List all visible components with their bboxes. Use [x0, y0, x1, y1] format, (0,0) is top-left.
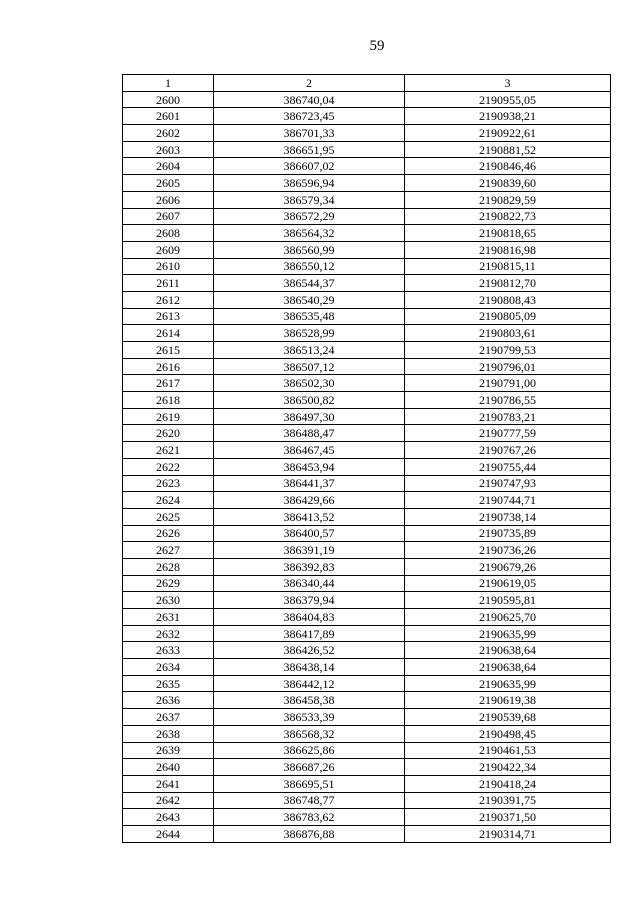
table-cell: 386500,82 — [214, 392, 405, 409]
table-cell: 2605 — [123, 175, 214, 192]
table-cell: 386442,12 — [214, 675, 405, 692]
table-cell: 2620 — [123, 425, 214, 442]
table-row — [123, 809, 611, 826]
table-cell: 2643 — [123, 809, 214, 826]
table-cell: 386502,30 — [214, 375, 405, 392]
table-cell: 386783,62 — [214, 809, 405, 826]
column-header: 1 — [123, 75, 214, 92]
table-row — [123, 258, 611, 275]
page-number: 59 — [369, 38, 385, 54]
table-row — [123, 191, 611, 208]
table-cell: 2639 — [123, 742, 214, 759]
table-cell: 2190625,70 — [405, 609, 611, 626]
table-cell: 2614 — [123, 325, 214, 342]
table-cell: 386497,30 — [214, 408, 405, 425]
table-cell: 386607,02 — [214, 158, 405, 175]
table-cell: 386379,94 — [214, 592, 405, 609]
table-cell: 386429,66 — [214, 492, 405, 509]
table-row — [123, 692, 611, 709]
table-cell: 2190619,05 — [405, 575, 611, 592]
table-cell: 386528,99 — [214, 325, 405, 342]
table-cell: 2190461,53 — [405, 742, 611, 759]
table-row — [123, 642, 611, 659]
table-cell: 2612 — [123, 291, 214, 308]
table-cell: 386513,24 — [214, 342, 405, 359]
table-cell: 386340,44 — [214, 575, 405, 592]
table-cell: 2628 — [123, 558, 214, 575]
table-cell: 2641 — [123, 775, 214, 792]
table-cell: 386596,94 — [214, 175, 405, 192]
table-cell: 2190747,93 — [405, 475, 611, 492]
table-row — [123, 508, 611, 525]
table-row — [123, 759, 611, 776]
table-cell: 2190638,64 — [405, 642, 611, 659]
table-row — [123, 442, 611, 459]
table-cell: 2190498,45 — [405, 725, 611, 742]
table-cell: 386651,95 — [214, 141, 405, 158]
table-cell: 2640 — [123, 759, 214, 776]
table-row — [123, 775, 611, 792]
table-cell: 2190314,71 — [405, 825, 611, 842]
table-row — [123, 659, 611, 676]
table-cell: 386533,39 — [214, 709, 405, 726]
table-cell: 2190783,21 — [405, 408, 611, 425]
table-cell: 2190803,61 — [405, 325, 611, 342]
table-cell: 2604 — [123, 158, 214, 175]
table-cell: 2624 — [123, 492, 214, 509]
table-cell: 2613 — [123, 308, 214, 325]
table-row — [123, 425, 611, 442]
table-cell: 2190738,14 — [405, 508, 611, 525]
table-cell: 2190805,09 — [405, 308, 611, 325]
table-cell: 2625 — [123, 508, 214, 525]
table-cell: 386550,12 — [214, 258, 405, 275]
table-cell: 2190786,55 — [405, 392, 611, 409]
table-row — [123, 325, 611, 342]
table-row — [123, 592, 611, 609]
table-cell: 386740,04 — [214, 91, 405, 108]
table-cell: 2619 — [123, 408, 214, 425]
table-row — [123, 458, 611, 475]
table-row — [123, 158, 611, 175]
table-row — [123, 408, 611, 425]
table-cell: 2190812,70 — [405, 275, 611, 292]
table-cell: 386544,37 — [214, 275, 405, 292]
table-cell: 2190839,60 — [405, 175, 611, 192]
table-cell: 2635 — [123, 675, 214, 692]
table-row — [123, 675, 611, 692]
table-row — [123, 575, 611, 592]
table-cell: 386748,77 — [214, 792, 405, 809]
table-cell: 386560,99 — [214, 241, 405, 258]
table-cell: 386701,33 — [214, 125, 405, 142]
table-cell: 386540,29 — [214, 291, 405, 308]
table-cell: 2190816,98 — [405, 241, 611, 258]
table-row — [123, 225, 611, 242]
table-cell: 386458,38 — [214, 692, 405, 709]
table-cell: 2609 — [123, 241, 214, 258]
table-cell: 2607 — [123, 208, 214, 225]
table-cell: 2190829,59 — [405, 191, 611, 208]
table-cell: 2626 — [123, 525, 214, 542]
table-cell: 2190799,53 — [405, 342, 611, 359]
table-cell: 386876,88 — [214, 825, 405, 842]
table-cell: 2190635,99 — [405, 675, 611, 692]
table-cell: 2190371,50 — [405, 809, 611, 826]
table-cell: 2190736,26 — [405, 542, 611, 559]
table-cell: 386695,51 — [214, 775, 405, 792]
table-row — [123, 609, 611, 626]
table-row — [123, 492, 611, 509]
table-header — [123, 75, 611, 92]
table-cell: 2630 — [123, 592, 214, 609]
table-cell: 2602 — [123, 125, 214, 142]
table-cell: 2642 — [123, 792, 214, 809]
table-row — [123, 542, 611, 559]
table-cell: 2190808,43 — [405, 291, 611, 308]
table-row — [123, 792, 611, 809]
table-cell: 2190595,81 — [405, 592, 611, 609]
table-cell: 2190391,75 — [405, 792, 611, 809]
table-cell: 2621 — [123, 442, 214, 459]
table-cell: 2623 — [123, 475, 214, 492]
table-cell: 386564,32 — [214, 225, 405, 242]
table-cell: 2610 — [123, 258, 214, 275]
table-cell: 386467,45 — [214, 442, 405, 459]
table-cell: 2633 — [123, 642, 214, 659]
table-cell: 2634 — [123, 659, 214, 676]
table-cell: 2190418,24 — [405, 775, 611, 792]
table-row — [123, 108, 611, 125]
table-row — [123, 392, 611, 409]
table-cell: 2190818,65 — [405, 225, 611, 242]
table-row — [123, 725, 611, 742]
table-cell: 386572,29 — [214, 208, 405, 225]
table-row — [123, 141, 611, 158]
table-row — [123, 175, 611, 192]
table-row — [123, 525, 611, 542]
table-cell: 386488,47 — [214, 425, 405, 442]
table-cell: 2603 — [123, 141, 214, 158]
table-cell: 2190619,38 — [405, 692, 611, 709]
table-cell: 2637 — [123, 709, 214, 726]
table-cell: 386535,48 — [214, 308, 405, 325]
table-row — [123, 291, 611, 308]
table-cell: 2631 — [123, 609, 214, 626]
table-cell: 2190539,68 — [405, 709, 611, 726]
column-header: 3 — [405, 75, 611, 92]
table-cell: 2632 — [123, 625, 214, 642]
table-cell: 2190755,44 — [405, 458, 611, 475]
table-cell: 2190922,61 — [405, 125, 611, 142]
table-cell: 2190791,00 — [405, 375, 611, 392]
table-row — [123, 375, 611, 392]
table-cell: 2638 — [123, 725, 214, 742]
table-cell: 2190638,64 — [405, 659, 611, 676]
table-cell: 2190881,52 — [405, 141, 611, 158]
table-cell: 2190744,71 — [405, 492, 611, 509]
table-row — [123, 742, 611, 759]
table-row — [123, 308, 611, 325]
table-cell: 386413,52 — [214, 508, 405, 525]
table-cell: 386404,83 — [214, 609, 405, 626]
coordinates-table — [122, 74, 611, 843]
table-cell: 2601 — [123, 108, 214, 125]
table-row — [123, 275, 611, 292]
table-cell: 2618 — [123, 392, 214, 409]
table-cell: 2636 — [123, 692, 214, 709]
table-cell: 386507,12 — [214, 358, 405, 375]
table-cell: 2622 — [123, 458, 214, 475]
table-row — [123, 241, 611, 258]
table-cell: 386687,26 — [214, 759, 405, 776]
table-cell: 2190735,89 — [405, 525, 611, 542]
header-row — [123, 75, 611, 92]
table-cell: 2629 — [123, 575, 214, 592]
table-cell: 2627 — [123, 542, 214, 559]
table-cell: 386568,32 — [214, 725, 405, 742]
table-row — [123, 825, 611, 842]
table-cell: 2190815,11 — [405, 258, 611, 275]
table-cell: 2190846,46 — [405, 158, 611, 175]
table-row — [123, 208, 611, 225]
table-cell: 2190767,26 — [405, 442, 611, 459]
table-cell: 386391,19 — [214, 542, 405, 559]
table-cell: 2617 — [123, 375, 214, 392]
table-cell: 2600 — [123, 91, 214, 108]
column-header: 2 — [214, 75, 405, 92]
table-cell: 386441,37 — [214, 475, 405, 492]
table-cell: 2190822,73 — [405, 208, 611, 225]
table-row — [123, 625, 611, 642]
table-cell: 2190422,34 — [405, 759, 611, 776]
table-cell: 2616 — [123, 358, 214, 375]
table-cell: 2608 — [123, 225, 214, 242]
table-cell: 386579,34 — [214, 191, 405, 208]
table-cell: 2190938,21 — [405, 108, 611, 125]
table-cell: 2190777,59 — [405, 425, 611, 442]
table-cell: 2644 — [123, 825, 214, 842]
table-row — [123, 475, 611, 492]
table-cell: 386426,52 — [214, 642, 405, 659]
table-cell: 386723,45 — [214, 108, 405, 125]
table-cell: 386453,94 — [214, 458, 405, 475]
table-body — [123, 91, 611, 842]
table-cell: 2615 — [123, 342, 214, 359]
table-cell: 2190955,05 — [405, 91, 611, 108]
table-cell: 2190635,99 — [405, 625, 611, 642]
table-cell: 386417,89 — [214, 625, 405, 642]
table-cell: 386392,83 — [214, 558, 405, 575]
table-row — [123, 91, 611, 108]
table-cell: 2190679,26 — [405, 558, 611, 575]
table-cell: 2611 — [123, 275, 214, 292]
table-row — [123, 342, 611, 359]
table-row — [123, 125, 611, 142]
table-cell: 386625,86 — [214, 742, 405, 759]
table-row — [123, 709, 611, 726]
table-row — [123, 358, 611, 375]
table-row — [123, 558, 611, 575]
table-cell: 386438,14 — [214, 659, 405, 676]
table-cell: 2606 — [123, 191, 214, 208]
table-cell: 386400,57 — [214, 525, 405, 542]
table-cell: 2190796,01 — [405, 358, 611, 375]
